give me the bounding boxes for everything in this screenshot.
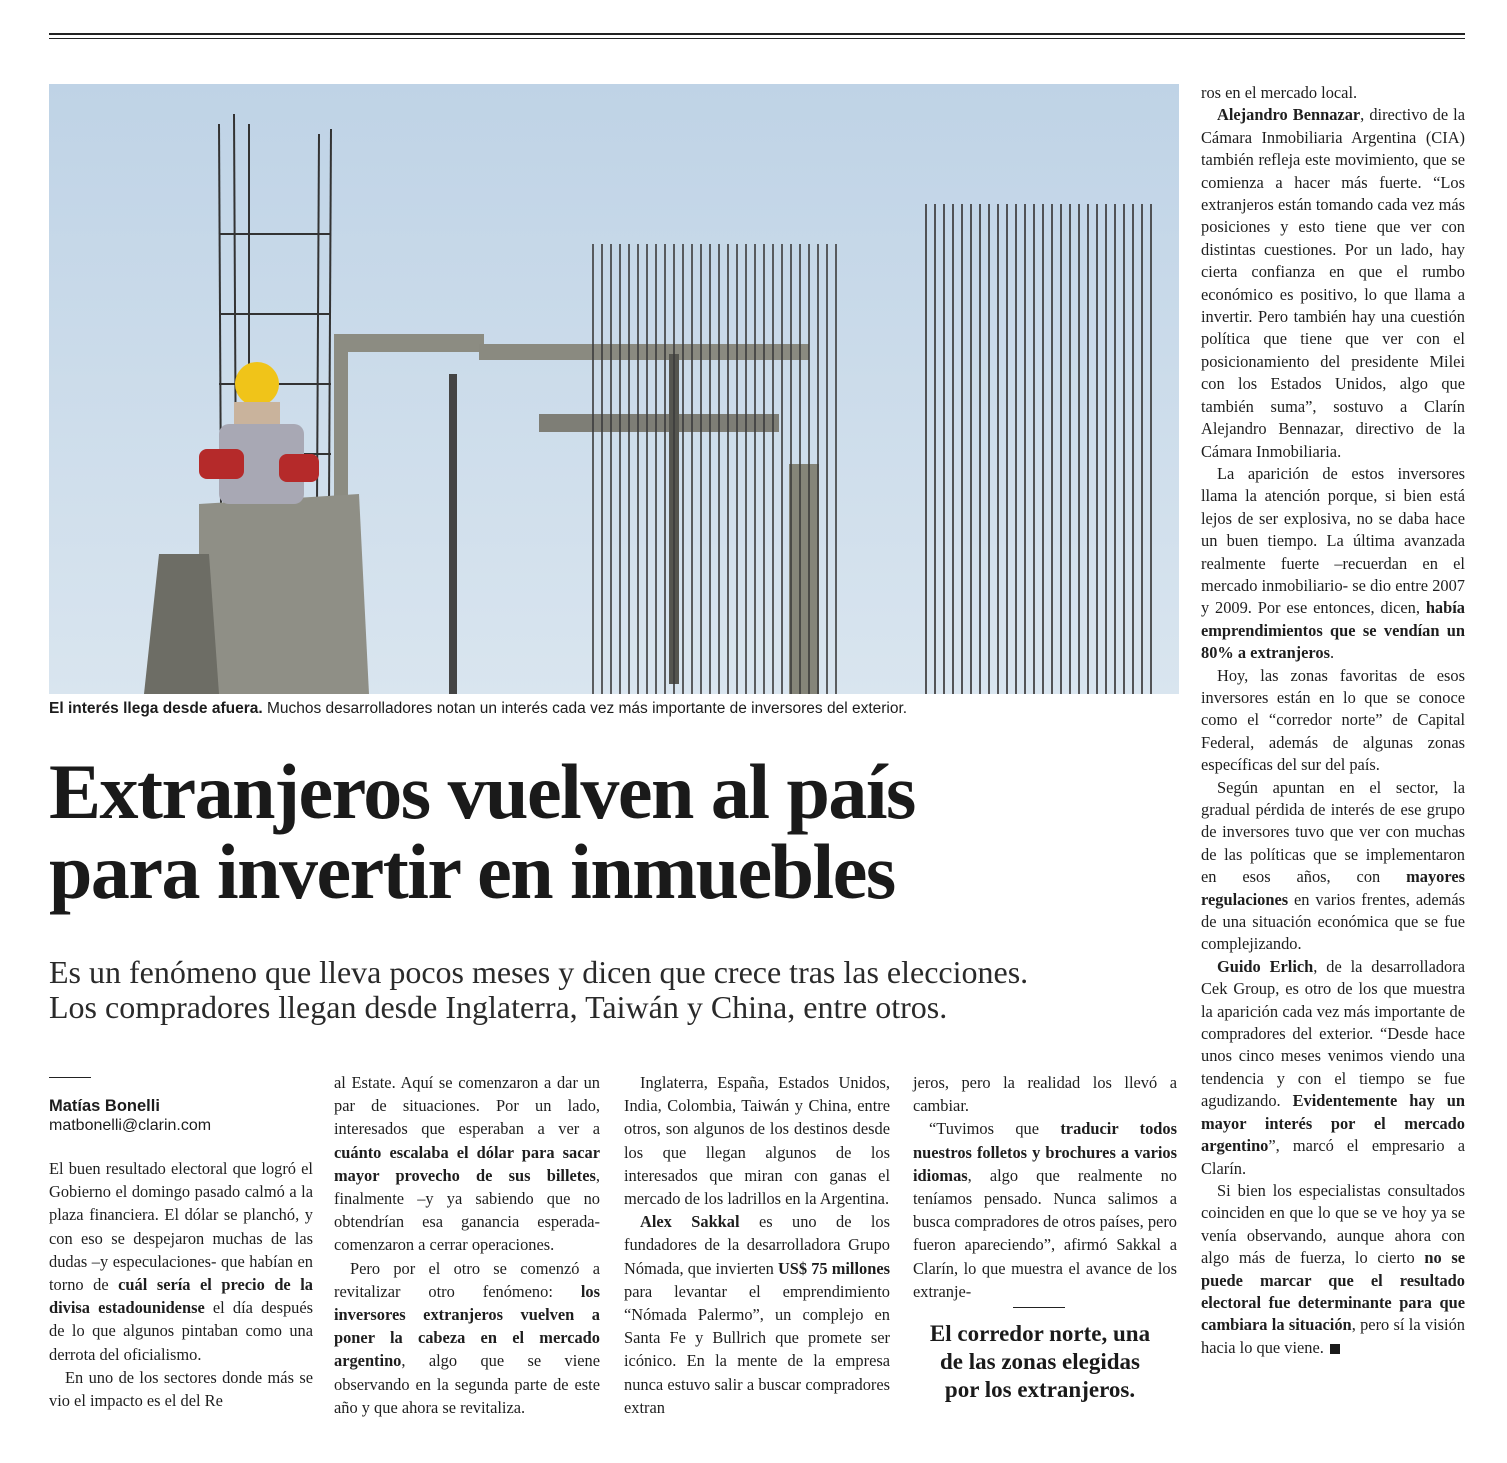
col5-paragraph-5 <box>1201 956 1465 1180</box>
headline-line-1: Extranjeros vuelven al país <box>49 748 915 835</box>
text-run: Según apuntan en el sector, la gradual pérdida de interés de ese grupo de inversores tuvo que ver con muchas de las políticas que se implementaron en esos años, con <box>1201 777 1465 887</box>
text-run: , directivo de la Cámara Inmobiliaria Argentina (CIA) también refleja este movimiento, que se comienza a hacer más fuerte. “Los extranjeros están tomando cada vez más posiciones y esto tiene que ver con distintas cuestiones. Por un lado, hay cierta confianza en que el rumbo económico es positivo, lo que llama a invertir. Pero también hay una cuestión política que tiene que ver con el posicionamiento del presidente Milei con los Estados Unidos, algo que también suma”, sostuvo a Clarín Alejandro Bennazar, directivo de la Cámara Inmobiliaria. <box>1201 105 1465 461</box>
byline-author: Matías Bonelli <box>49 1097 160 1115</box>
byline-email[interactable]: matbonelli@clarin.com <box>49 1117 212 1134</box>
col4-paragraph-1: jeros, pero la realidad los llevó a cambiar. <box>913 1073 1177 1116</box>
text-run: “Tuvimos que <box>929 1119 1061 1139</box>
photo-caption <box>49 700 1179 718</box>
text-run: en varios frentes, además de una situación económica que se fue complejizando. <box>1201 889 1465 954</box>
caption-text: Muchos desarrolladores notan un interés cada vez más importante de inversores del exterior. <box>266 700 908 717</box>
column-4 <box>913 1071 1177 1303</box>
bold-run: había emprendimientos que se vendían un 80% a extranjeros <box>1201 598 1465 663</box>
col2-paragraph-1 <box>334 1071 600 1257</box>
col1-paragraph-1 <box>49 1157 313 1366</box>
text-run: al Estate. Aquí se comenzaron a dar un par de situaciones. Por un lado, interesados que esperaban a ver a <box>334 1073 600 1139</box>
col5-paragraph-6 <box>1201 1180 1465 1359</box>
pullquote-rule <box>1013 1307 1065 1308</box>
deck-line-2: Los compradores llegan desde Inglaterra, Taiwán y China, entre otros. <box>49 989 948 1025</box>
col5-paragraph-3: Hoy, las zonas favoritas de esos inversores están en lo que se conoce como el “corredor norte” de Capital Federal, además de algunas zonas específicas del sur del país. <box>1201 665 1465 775</box>
text-run: , de la desarrolladora Cek Group, es otro de los que muestra la aparición cada vez más importante de compradores del exterior. “Desde hace unos cinco meses venimos viendo una tendencia y con el tiempo se fue agudizando. <box>1201 956 1465 1111</box>
bold-run: Guido Erlich <box>1217 956 1314 976</box>
text-run: , finalmente –y ya sabiendo que no obtendrían esa ganancia esperada- comenzaron a cerrar operaciones. <box>334 1165 600 1255</box>
text-run: , algo que se viene observando en la segunda parte de este año y que ahora se revitaliza. <box>334 1351 600 1417</box>
bold-run: los inversores extranjeros vuelven a poner la cabeza en el mercado argentino <box>334 1281 600 1371</box>
pullquote-line-3: por los extranjeros. <box>944 1377 1136 1402</box>
text-run: , pero sí la visión hacia lo que viene. <box>1201 1315 1465 1357</box>
pullquote-line-2: de las zonas elegidas <box>940 1349 1140 1374</box>
bold-run: Alejandro Bennazar <box>1217 105 1361 125</box>
bold-run: Alex Sakkal <box>640 1212 740 1232</box>
bold-run: cuál sería el precio de la divisa estadounidense <box>49 1275 313 1318</box>
headline <box>49 748 1169 915</box>
col3-paragraph-1: Inglaterra, España, Estados Unidos, India, Colombia, Taiwán y China, entre otros, son algunos de los destinos desde los que llegan algunos de los interesados que miran con ganas el mercado de los ladrillos en la Argentina. <box>624 1073 890 1209</box>
col3-paragraph-2 <box>624 1210 890 1419</box>
end-of-article-icon <box>1330 1344 1340 1354</box>
bold-run: traducir todos nuestros folletos y brochures a varios idiomas <box>913 1119 1177 1185</box>
caption-lead: El interés llega desde afuera. <box>49 700 263 717</box>
bold-run: mayores regulaciones <box>1201 867 1465 909</box>
construction-photo-icon <box>49 84 1179 694</box>
bold-run: cuánto escalaba el dólar para sacar mayor provecho de sus billetes <box>334 1142 600 1185</box>
text-run: Si bien los especialistas consultados coinciden en que lo que se ve hoy ya se venía observando, aunque ahora con algo más de fuerza, lo cierto <box>1201 1180 1465 1268</box>
bold-run: Evidentemente hay un mayor interés por el mercado argentino <box>1201 1091 1465 1156</box>
text-run: Pero por el otro se comenzó a revitalizar otro fenómeno: <box>334 1258 600 1301</box>
col5-paragraph-2 <box>1201 463 1465 665</box>
headline-line-2: para invertir en inmuebles <box>49 828 895 915</box>
text-run: . <box>1329 643 1335 663</box>
col5-paragraph-4 <box>1201 777 1465 956</box>
col4-paragraph-2 <box>913 1117 1177 1303</box>
text-run: ”, marcó el empresario a Clarín. <box>1201 1136 1465 1178</box>
deck <box>49 955 1169 1025</box>
column-5 <box>1201 82 1465 1359</box>
text-run: es uno de los fundadores de la desarrolladora Grupo Nómada, que invierten <box>624 1212 890 1278</box>
column-3 <box>624 1071 890 1419</box>
col1-paragraph-2: En uno de los sectores donde más se vio el impacto es el del Re <box>49 1367 313 1411</box>
col5-paragraph-1 <box>1201 104 1465 463</box>
col2-paragraph-2 <box>334 1257 600 1419</box>
pullquote-line-1: El corredor norte, una <box>929 1321 1151 1346</box>
text-run: para levantar el emprendimiento “Nómada Palermo”, un complejo en Santa Fe y Bullrich que promete ser icónico. En la mente de la empresa nunca estuvo salir a buscar compradores extran <box>624 1281 890 1417</box>
column-2 <box>334 1071 600 1419</box>
text-run: , algo que realmente no teníamos pensado. Nunca salimos a busca compradores de otros países, pero fueron apareciendo”, afirmó Sakkal a Clarín, lo que muestra el avance de los extranje- <box>913 1165 1177 1301</box>
top-rule-thin <box>49 38 1465 39</box>
text-run: La aparición de estos inversores llama la atención porque, si bien está lejos de ser explosiva, no se daba hace un buen tiempo. La última avanzada realmente fuerte –recuerdan en el mercado inmobiliario- se dio entre 2007 y 2009. Por ese entonces, dicen, <box>1201 463 1465 618</box>
bold-run: no se puede marcar que el resultado electoral fue determinante para que cambiara la situación <box>1201 1248 1465 1335</box>
pullquote <box>915 1320 1165 1404</box>
col5-paragraph-0: ros en el mercado local. <box>1201 83 1358 102</box>
top-rule <box>49 33 1465 35</box>
deck-line-1: Es un fenómeno que lleva pocos meses y dicen que crece tras las elecciones. <box>49 954 1029 990</box>
column-1 <box>49 1157 313 1412</box>
text-run: el día después de lo que algunos pintaban como una derrota del oficialismo. <box>49 1298 313 1364</box>
article-photo <box>49 84 1179 694</box>
bold-run: US$ 75 millones <box>777 1258 891 1278</box>
text-run: El buen resultado electoral que logró el Gobierno el domingo pasado calmó a la plaza financiera. El dólar se planchó, y con eso se despejaron muchas de las dudas –y especulaciones- que habían en torno de <box>49 1159 313 1295</box>
byline-rule <box>49 1077 91 1078</box>
